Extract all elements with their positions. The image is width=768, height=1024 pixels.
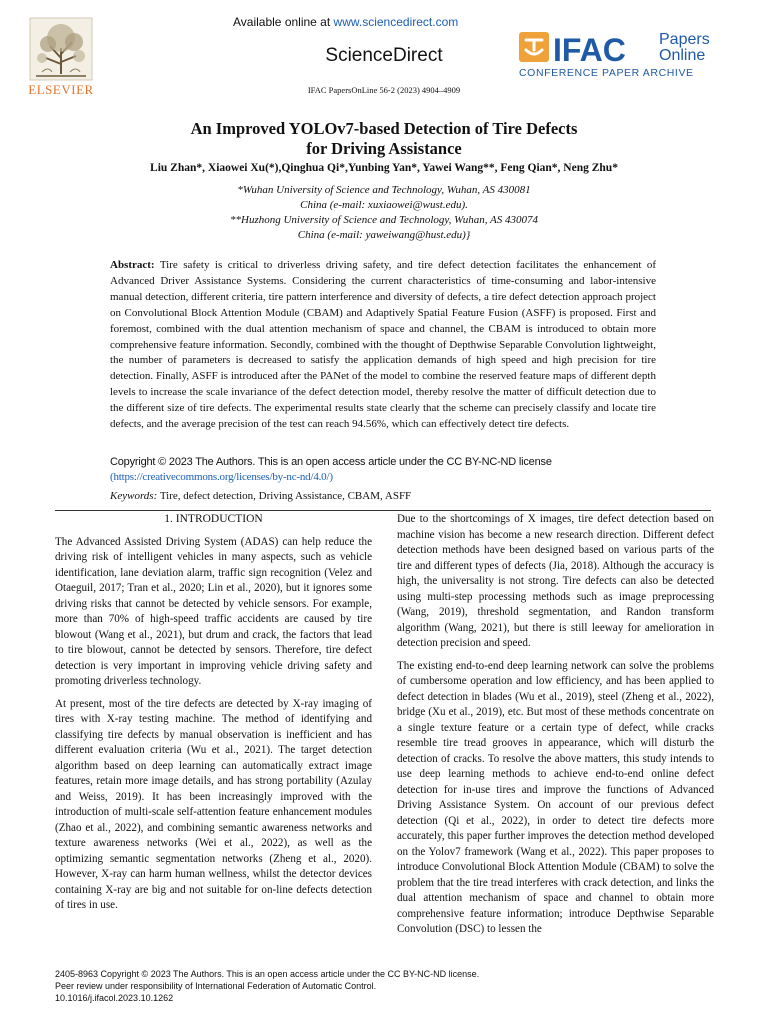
journal-reference: IFAC PapersOnLine 56-2 (2023) 4904–4909 xyxy=(307,85,461,95)
section-heading-introduction: 1. INTRODUCTION xyxy=(164,513,263,525)
affiliation-1: *Wuhan University of Science and Technology, Wuhan, AS 430081 xyxy=(237,184,531,196)
keywords-text: Tire, defect detection, Driving Assistance, CBAM, ASFF xyxy=(157,490,412,502)
paragraph: The Advanced Assisted Driving System (ADAS) can help reduce the driving risk of intelligent vehicles in many aspects, such as vehicle identification, lane deviation alarm, traffic sign recognition (Velez and Otaeguil, 2017; Tran et al., 2020; Lin et al., 2020), but it ignores some driving risks that cannot be detected by vehicle sensors. For example, more than 70% of high-speed traffic accidents are caused by tire blowout (Wang et al., 2021), but drum and crack, the factors that lead to tire blowout, cannot be detected by sensors. Therefore, tire defect detection is very important in improving vehicle driving safety and promoting driverless technology. xyxy=(55,535,372,687)
keywords-label: Keywords: xyxy=(110,490,158,502)
ifac-archive-text: CONFERENCE PAPER ARCHIVE xyxy=(519,67,694,79)
license-link[interactable]: (https://creativecommons.org/licenses/by-nc-nd/4.0/) xyxy=(110,471,333,483)
right-column xyxy=(397,512,714,945)
ifac-online-text: Online xyxy=(659,47,706,64)
author-list: Liu Zhan*, Xiaowei Xu(*),Qinghua Qi*,Yunbing Yan*, Yawei Wang**, Feng Qian*, Neng Zhu* xyxy=(150,162,618,174)
ifac-papersonline-logo xyxy=(517,28,717,80)
ifac-wordmark: IFAC xyxy=(553,32,626,68)
abstract-label: Abstract: xyxy=(110,259,155,271)
footer-doi[interactable]: 10.1016/j.ifacol.2023.10.1262 xyxy=(55,993,174,1003)
footer-copyright: 2405-8963 Copyright © 2023 The Authors. This is an open access article under the CC BY-NC-ND license. xyxy=(55,969,480,979)
ifac-papers-text: Papers xyxy=(659,31,710,48)
paragraph: The existing end-to-end deep learning network can solve the problems of cumbersome operation and low efficiency, and has been applied to defect detection in blades (Wu et al., 2019), steel (Zheng et al., 2022), bridge (Xu et al., 2019), etc. But most of these methods concentrate on a single texture feature or a certain type of defect, while cracks resemble tire tread grooves in appearance, which will disturb the detection of cracks. To resolve the above matters, this study intends to use deep learning methods to achieve end-to-end online defect detection for in-use tires and improve the functions of Advanced Driving Assistance System. On account of our previous defect detection (Qi et al., 2022), in order to detect tire defects more accurately, this paper further improves the detection method developed on the Yolov7 framework (Wang et al., 2022). This paper proposes to introduce Convolutional Block Attention Module (CBAM) to solve the problem that the tire tread interferes with crack detection, and links the dual attention mechanism of space and channel to obtain more comprehensive feature information; introduce Depthwise Separable Convolution (DSC) to lessen the xyxy=(397,659,714,935)
page-footer xyxy=(55,968,695,1004)
affiliation-3: **Huzhong University of Science and Technology, Wuhan, AS 430074 xyxy=(230,214,538,226)
paragraph: Due to the shortcomings of X images, tire defect detection based on machine vision has become a new research direction. Different defect detection methods have been designed based on various parts of the tire and different types of defects (Jia, 2018). Although the accuracy is high, the universality is not strong. Tire defects can also be detected using multi-step processing methods such as image preprocessing (Wang, 2019), threshold segmentation, and Randon transform algorithm (Wang, 2021), but there is still leeway for amelioration in detection precision and speed. xyxy=(397,513,714,649)
footer-peer-review: Peer review under responsibility of International Federation of Automatic Control. xyxy=(55,981,377,991)
available-prefix: Available online at xyxy=(233,15,334,29)
available-online xyxy=(233,15,458,29)
abstract-text: Tire safety is critical to driverless driving safety, and tire defect detection facilitates the enhancement of Advanced Driver Assistance Systems. Considering the current characteristics of time-consuming and labor-intensive manual detection, different criteria, tire pattern interference and diversity of defects, a tire defect detection approach project on Convolutional Block Attention Module (CBAM) and Adaptively Spatial Feature Fusion (ASFF) is proposed. First and foremost, combined with the dual attention mechanism of space and channel, the CBAM is introduced to obtain more comprehensive feature information. Secondly, combined with the thought of Depthwise Separable Convolution lightweight, the number of parameters is decreased to satisfy the application demands of high speed and high precision for tire detection. Finally, ASFF is introduced after the PANet of the model to combine the reserved feature maps of different depth levels to increase the scale invariance of the defect detection model, thereby resolve the matter of difficult detection due to the different size of tire defects. The experimental results state clearly that the scheme can precisely classify and locate tire defects, and the average precision of the test can reach 94.56%, which can effectively detect tire defects. xyxy=(110,259,656,431)
left-column xyxy=(55,512,372,921)
elsevier-wordmark: ELSEVIER xyxy=(28,82,94,97)
keywords xyxy=(110,490,656,502)
title-line-1: An Improved YOLOv7-based Detection of Tire Defects xyxy=(190,119,578,138)
sciencedirect-title: ScienceDirect xyxy=(325,45,443,66)
affiliation-4: China (e-mail: yaweiwang@hust.edu)} xyxy=(297,229,471,241)
copyright-notice xyxy=(110,455,656,485)
sciencedirect-link[interactable]: www.sciencedirect.com xyxy=(333,15,459,29)
affiliation-2: China (e-mail: xuxiaowei@wust.edu). xyxy=(300,199,468,211)
section-divider xyxy=(55,510,711,511)
paragraph: At present, most of the tire defects are detected by X-ray imaging of tires with X-ray testing machine. The method of identifying and classifying tire defects by manual observation is inefficient and has different evaluation criteria (Wu et al., 2021). The target detection algorithm based on deep learning can automatically extract image features, retain more image details, and has strong portability (Azulay and Weiss, 2019). It has been increasingly improved with the introduction of multi-scale self-attention feature enhancement modules (Zhao et al., 2022), and combining semantic awareness networks and texture awareness networks (Wei et al., 2022), as well as the optimizing semantic segmentation networks (Zheng et al., 2020). However, X-ray can harm human wellness, whilst the detector devices containing X-ray are big and not suitable for on-line defects detection of tires in use. xyxy=(55,697,372,911)
title-line-2: for Driving Assistance xyxy=(306,139,462,158)
abstract xyxy=(110,258,656,433)
paper-title xyxy=(0,119,768,159)
copyright-text: Copyright © 2023 The Authors. This is an open access article under the CC BY-NC-ND license xyxy=(110,456,552,468)
